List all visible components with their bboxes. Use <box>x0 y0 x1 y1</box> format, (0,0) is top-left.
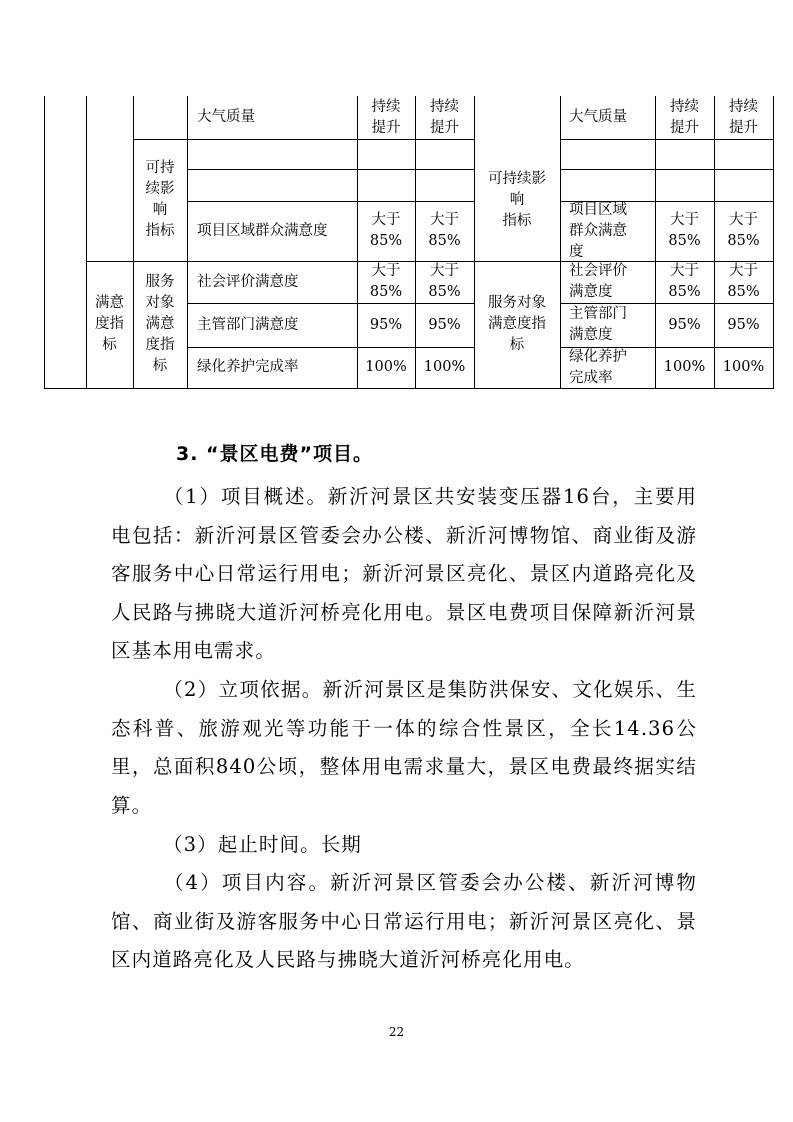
level2-sustainable-indicator <box>133 139 187 261</box>
paragraph-basis <box>111 671 697 825</box>
value-label: 大于 85% <box>369 212 403 249</box>
table-row-value <box>714 96 773 139</box>
table-row-metric <box>197 96 355 139</box>
value-label: 大于 85% <box>727 263 760 300</box>
table-row-value <box>655 261 714 303</box>
table-row-metric <box>569 201 655 261</box>
table-row-value <box>415 303 474 347</box>
table-row-value <box>655 96 714 139</box>
right-level2-service-indicator <box>474 261 560 388</box>
table-row-value <box>655 303 714 347</box>
paragraph-text: （2）立项依据。新沂河景区是集防洪保安、文化娱乐、生态科普、旅游观光等功能于一体的综合性景区，全长14.36公里，总面积840公顷，整体用电需求量大，景区电费最终据实结算。 <box>111 678 697 817</box>
level1-satisfaction-indicator <box>86 261 133 388</box>
table-row-metric <box>197 201 355 261</box>
metric-label: 项目区域 群众满意 度 <box>569 201 627 260</box>
paragraph-text: （4）项目内容。新沂河景区管委会办公楼、新沂河博物馆、商业街及游客服务中心日常运行用电；新沂河景区亮化、景区内道路亮化及人民路与拂晓大道沂河桥亮化用电。 <box>111 871 697 971</box>
metric-label: 大气质量 <box>569 109 627 125</box>
value-label: 95% <box>668 316 701 333</box>
level2-service-label: 服务 对象 满意 度指 标 <box>145 274 175 374</box>
table-row-metric <box>569 96 655 139</box>
indicator-table <box>0 0 793 390</box>
paragraph-text: （1）项目概述。新沂河景区共安装变压器16台，主要用电包括：新沂河景区管委会办公楼、新沂河博物馆、商业街及游客服务中心日常运行用电；新沂河景区亮化、景区内道路亮化及人民路与拂晓大道沂河桥亮化用电。景区电费项目保障新沂河景区基本用电需求。 <box>111 485 697 662</box>
right-level2-service-label: 服务对象 满意度指 标 <box>488 295 546 353</box>
metric-label: 社会评价 满意度 <box>569 263 627 300</box>
metric-label: 主管部门 满意度 <box>569 306 627 343</box>
value-label: 100% <box>722 359 765 375</box>
table-row-value <box>357 303 415 347</box>
value-label: 持续 提升 <box>430 98 459 136</box>
table-row-value <box>714 303 773 347</box>
value-label: 100% <box>365 359 407 375</box>
table-row-metric <box>197 303 355 347</box>
table-row-value <box>415 201 474 261</box>
metric-label: 绿化养护 完成率 <box>569 348 627 386</box>
paragraph-overview <box>111 478 697 671</box>
level1-satisfaction-label: 满意 度指 标 <box>95 295 124 353</box>
value-label: 100% <box>663 359 706 375</box>
value-label: 95% <box>727 316 760 333</box>
value-label: 大于 85% <box>428 263 461 300</box>
paragraph-content <box>111 864 697 980</box>
table-row-value <box>357 261 415 303</box>
right-level2-sustainable-indicator <box>474 139 560 261</box>
table-row-value <box>357 96 415 139</box>
table-row-metric <box>569 303 655 347</box>
table-row-value <box>415 261 474 303</box>
value-label: 持续 提升 <box>371 98 401 136</box>
metric-label: 大气质量 <box>197 109 255 125</box>
value-label: 95% <box>428 316 461 333</box>
table-row-metric <box>197 261 355 303</box>
value-label: 持续 提升 <box>729 98 758 136</box>
value-label: 持续 提升 <box>670 98 699 136</box>
table-row-value <box>714 261 773 303</box>
value-label: 大于 85% <box>727 212 760 249</box>
value-label: 大于 85% <box>428 212 461 249</box>
table-row-value <box>714 201 773 261</box>
metric-label: 社会评价满意度 <box>197 273 299 290</box>
table-row-metric <box>569 261 655 303</box>
metric-label: 项目区域群众满意度 <box>197 222 328 239</box>
paragraph-text: （3）起止时间。长期 <box>163 833 362 856</box>
table-row-metric <box>197 347 355 388</box>
value-label: 95% <box>369 316 403 333</box>
value-label: 大于 85% <box>369 263 403 300</box>
value-label: 大于 85% <box>668 263 701 300</box>
table-row-value <box>415 96 474 139</box>
page-number: 22 <box>388 1025 405 1039</box>
table-row-value <box>714 347 773 388</box>
metric-label: 主管部门满意度 <box>197 316 299 333</box>
table-row-value <box>357 201 415 261</box>
table-row-metric <box>569 347 655 388</box>
section-heading: 3. “景区电费”项目。 <box>176 443 374 465</box>
table-row-value <box>415 347 474 388</box>
table-row-value <box>357 347 415 388</box>
table-row-value <box>655 347 714 388</box>
level2-service-indicator <box>133 261 187 388</box>
paragraph-period <box>111 826 697 865</box>
value-label: 100% <box>423 359 466 375</box>
level2-sustainable-label: 可持 续影 响 指标 <box>145 160 175 239</box>
table-row-value <box>655 201 714 261</box>
value-label: 大于 85% <box>668 212 701 249</box>
right-level2-sustainable-label: 可持续影 响 指标 <box>488 170 546 229</box>
metric-label: 绿化养护完成率 <box>197 359 299 375</box>
